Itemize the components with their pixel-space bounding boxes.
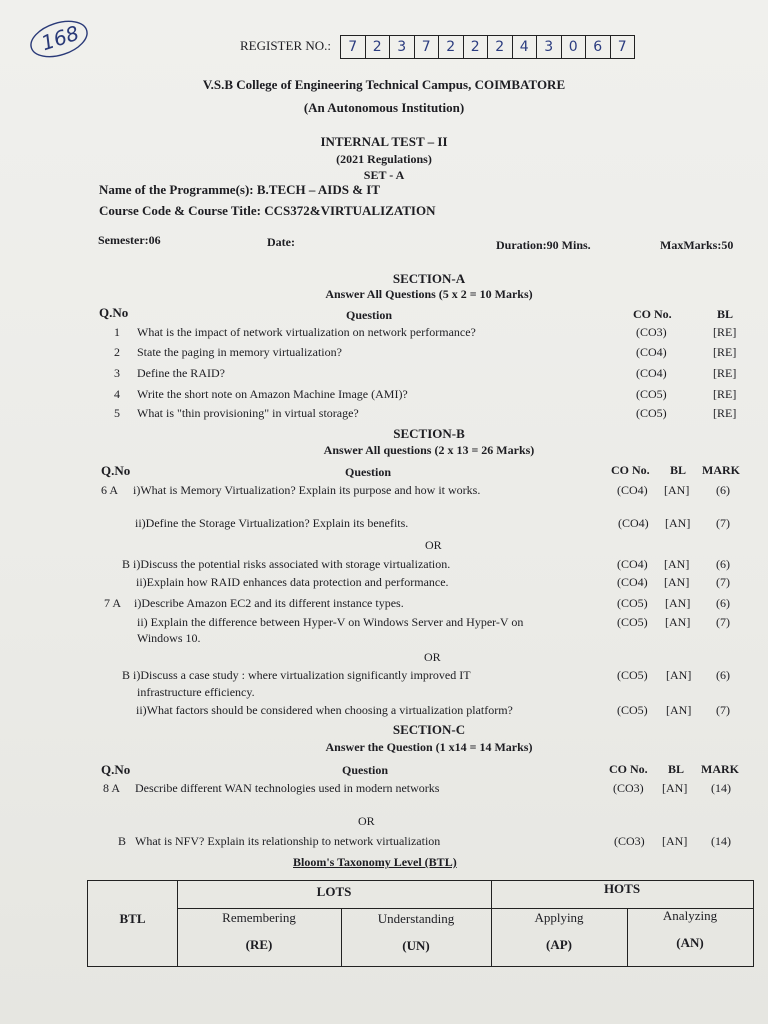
section-a-q-co: (CO4)	[636, 345, 667, 359]
section-c-col-co: CO No.	[609, 762, 648, 776]
section-a-q-bl: [RE]	[713, 406, 737, 420]
section-a-q-co: (CO4)	[636, 366, 667, 380]
btl-level-code: (AN)	[676, 935, 704, 950]
section-a-q-number: 2	[114, 345, 120, 359]
btl-level-code: (RE)	[245, 937, 273, 952]
section-b-col-bl: BL	[670, 463, 687, 477]
btl-level-name: Applying	[534, 910, 584, 925]
q6a-ii-bl: [AN]	[665, 516, 691, 530]
section-c-instruction: Answer the Question (1 x14 = 14 Marks)	[325, 740, 533, 754]
q8a-mark: (14)	[711, 781, 731, 795]
section-b-col-question: Question	[345, 465, 392, 479]
register-digit-box: 7	[415, 36, 440, 58]
q6b-ii-mark: (7)	[716, 575, 730, 589]
semester: Semester:06	[98, 233, 161, 247]
q6a-i-text: i)What is Memory Virtualization? Explain its purpose and how it works.	[133, 483, 481, 497]
q7b-i-text-line2: infrastructure efficiency.	[137, 685, 255, 699]
section-b-col-qno: Q.No	[101, 463, 131, 478]
q8a-prefix: 8 A	[103, 781, 121, 795]
q6a-ii-text: ii)Define the Storage Virtualization? Explain its benefits.	[135, 516, 409, 530]
college-name: V.S.B College of Engineering Technical Campus, COIMBATORE	[202, 77, 566, 92]
btl-level-name: Understanding	[377, 911, 455, 926]
section-a-q-co: (CO5)	[636, 387, 667, 401]
section-a-q-bl: [RE]	[713, 366, 737, 380]
q7b-i-text-line1: i)Discuss a case study : where virtualization significantly improved IT	[133, 668, 471, 682]
register-label: REGISTER NO.:	[240, 38, 331, 53]
q6a-prefix: 6 A	[101, 483, 119, 497]
q7a-ii-co: (CO5)	[617, 615, 648, 629]
q7b-ii-co: (CO5)	[617, 703, 648, 717]
q7-or: OR	[424, 650, 441, 664]
section-a-col-bl: BL	[717, 307, 734, 321]
section-a-title: SECTION-A	[392, 271, 466, 286]
q7b-ii-bl: [AN]	[666, 703, 692, 717]
q6b-ii-text: ii)Explain how RAID enhances data protection and performance.	[136, 575, 449, 589]
set-label: SET - A	[363, 168, 405, 182]
course-title: Course Code & Course Title: CCS372&VIRTUALIZATION	[99, 203, 436, 218]
register-number-boxes	[340, 35, 635, 59]
q8b-text: What is NFV? Explain its relationship to network virtualization	[135, 834, 441, 848]
q8b-prefix: B	[118, 834, 127, 848]
section-a-q-bl: [RE]	[713, 325, 737, 339]
section-a-q-number: 4	[114, 387, 120, 401]
duration: Duration:90 Mins.	[496, 238, 591, 252]
q7b-ii-mark: (7)	[716, 703, 730, 717]
register-digit-box: 7	[617, 39, 627, 55]
section-a-col-co: CO No.	[633, 307, 672, 321]
section-c-col-bl: BL	[668, 762, 685, 776]
btl-row-label: BTL	[119, 911, 146, 926]
section-a-q-text: What is the impact of network virtualization on network performance?	[137, 325, 476, 339]
section-c-col-mark: MARK	[701, 762, 739, 776]
register-digit-box: 2	[464, 36, 489, 58]
section-a-q-number: 3	[114, 366, 120, 380]
section-c-col-question: Question	[342, 763, 389, 777]
section-a-q-text: State the paging in memory virtualization?	[137, 345, 342, 359]
regulations: (2021 Regulations)	[336, 152, 432, 166]
register-digit-box: 3	[390, 36, 415, 58]
register-digit-box: 2	[366, 36, 391, 58]
btl-title: Bloom's Taxonomy Level (BTL)	[293, 855, 457, 869]
section-b-title: SECTION-B	[393, 426, 465, 441]
q6a-ii-co: (CO4)	[618, 516, 649, 530]
register-digit-box: 7	[341, 36, 366, 58]
q6a-i-mark: (6)	[716, 483, 730, 497]
q7a-i-co: (CO5)	[617, 596, 648, 610]
q8a-co: (CO3)	[613, 781, 644, 795]
q7b-i-mark: (6)	[716, 668, 730, 682]
btl-hots: HOTS	[603, 881, 641, 896]
q7a-ii-mark: (7)	[716, 615, 730, 629]
section-a-instruction: Answer All Questions (5 x 2 = 10 Marks)	[325, 287, 533, 301]
q7a-ii-text-line2: Windows 10.	[137, 631, 201, 645]
btl-level-code: (UN)	[402, 938, 430, 953]
section-a-col-qno: Q.No	[99, 305, 129, 320]
register-digit-box: 6	[586, 36, 611, 58]
programme-name: Name of the Programme(s): B.TECH – AIDS & IT	[99, 182, 381, 197]
register-digit-box: 2	[488, 36, 513, 58]
q8a-text: Describe different WAN technologies used in modern networks	[135, 781, 440, 795]
q8b-mark: (14)	[711, 834, 731, 848]
q7b-i-bl: [AN]	[666, 668, 692, 682]
q7a-i-text: i)Describe Amazon EC2 and its different instance types.	[134, 596, 404, 610]
section-a-q-bl: [RE]	[713, 345, 737, 359]
q7a-ii-text-line1: ii) Explain the difference between Hyper-V on Windows Server and Hyper-V on	[137, 615, 524, 629]
q6b-i-bl: [AN]	[664, 557, 690, 571]
test-title: INTERNAL TEST – II	[320, 134, 448, 149]
register-digit-box: 4	[513, 36, 538, 58]
section-a-q-text: Define the RAID?	[137, 366, 225, 380]
section-a-q-number: 5	[114, 406, 120, 420]
handwritten-circled-number	[27, 18, 91, 60]
btl-table	[87, 880, 754, 967]
btl-level-code: (AP)	[546, 937, 572, 952]
q6b-i-mark: (6)	[716, 557, 730, 571]
q6b-i-co: (CO4)	[617, 557, 648, 571]
register-digit-box: 0	[562, 36, 587, 58]
section-a-q-bl: [RE]	[713, 387, 737, 401]
q8a-bl: [AN]	[662, 781, 688, 795]
q8b-bl: [AN]	[662, 834, 688, 848]
max-marks: MaxMarks:50	[660, 238, 734, 252]
q7b-prefix: B	[122, 668, 131, 682]
q6b-ii-co: (CO4)	[617, 575, 648, 589]
q6b-i-text: i)Discuss the potential risks associated with storage virtualization.	[133, 557, 451, 571]
q6a-i-co: (CO4)	[617, 483, 648, 497]
btl-level-name: Analyzing	[662, 908, 718, 923]
section-a-q-co: (CO5)	[636, 406, 667, 420]
q7a-prefix: 7 A	[104, 596, 122, 610]
handwritten-number: 168	[38, 20, 82, 56]
q8b-co: (CO3)	[614, 834, 645, 848]
q6b-ii-bl: [AN]	[664, 575, 690, 589]
register-digit-box: 3	[537, 36, 562, 58]
section-c-title: SECTION-C	[392, 722, 466, 737]
btl-lots: LOTS	[316, 884, 352, 899]
q7a-ii-bl: [AN]	[665, 615, 691, 629]
q7a-i-bl: [AN]	[665, 596, 691, 610]
section-a-q-text: Write the short note on Amazon Machine Image (AMI)?	[137, 387, 408, 401]
section-b-instruction: Answer All questions (2 x 13 = 26 Marks)	[323, 443, 535, 457]
autonomous-line: (An Autonomous Institution)	[303, 100, 465, 115]
q7b-i-co: (CO5)	[617, 668, 648, 682]
section-a-q-text: What is "thin provisioning" in virtual storage?	[137, 406, 359, 420]
date-label: Date:	[267, 235, 295, 249]
q7b-ii-text: ii)What factors should be considered when choosing a virtualization platform?	[136, 703, 513, 717]
section-a-q-co: (CO3)	[636, 325, 667, 339]
q6b-prefix: B	[122, 557, 131, 571]
section-b-col-co: CO No.	[611, 463, 650, 477]
q6a-ii-mark: (7)	[716, 516, 730, 530]
section-c-col-qno: Q.No	[101, 762, 131, 777]
q8-or: OR	[358, 814, 375, 828]
q6a-i-bl: [AN]	[664, 483, 690, 497]
section-a-col-question: Question	[346, 308, 393, 322]
q7a-i-mark: (6)	[716, 596, 730, 610]
section-b-col-mark: MARK	[702, 463, 740, 477]
btl-level-name: Remembering	[222, 910, 296, 925]
section-a-q-number: 1	[114, 325, 120, 339]
register-digit-box: 2	[439, 36, 464, 58]
q6-or: OR	[425, 538, 442, 552]
